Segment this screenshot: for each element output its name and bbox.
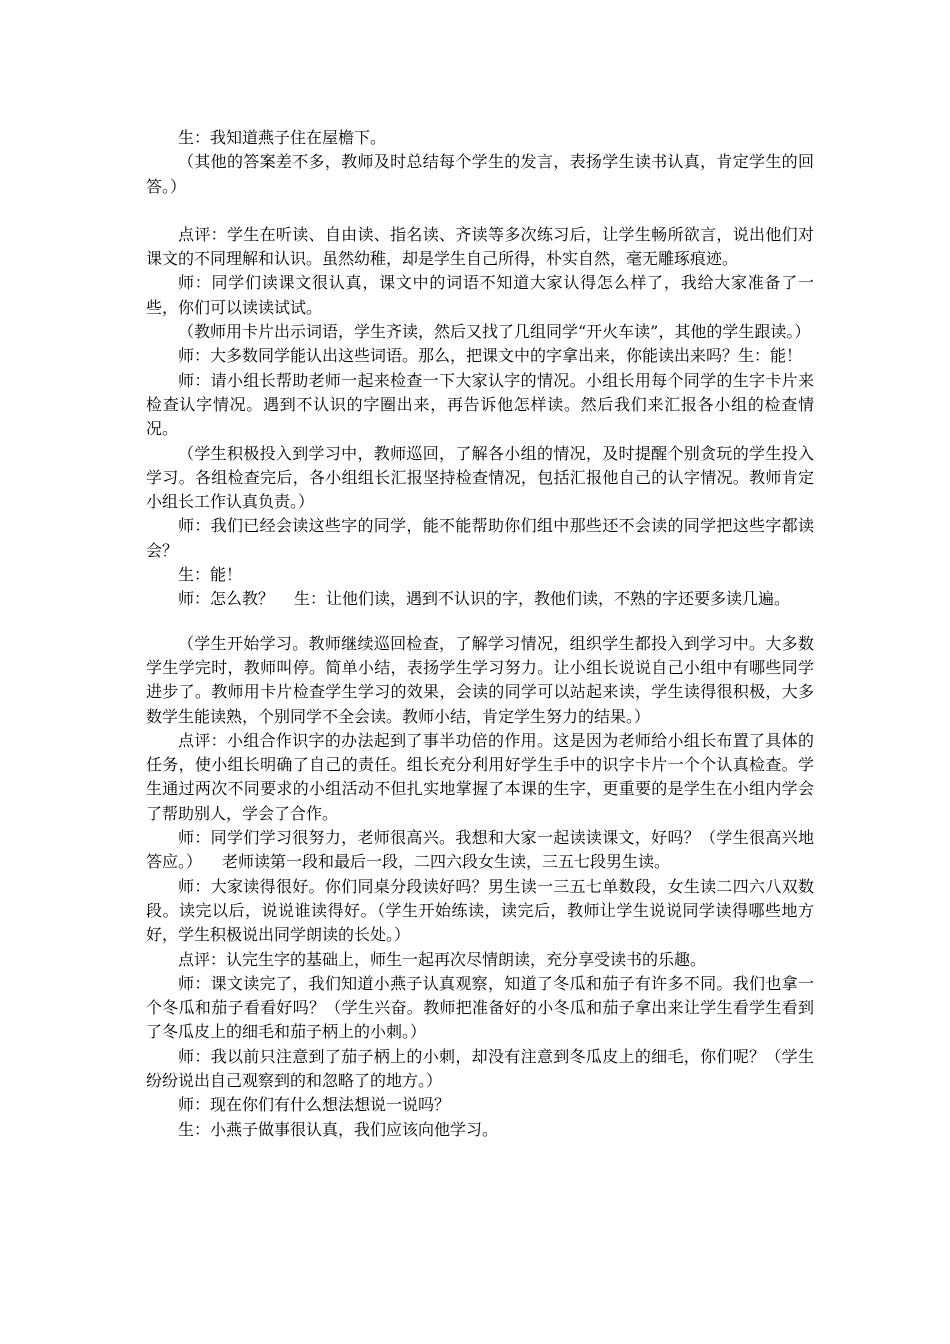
paragraph-student-answer: 生：小燕子做事很认真，我们应该向他学习。 [178,1119,499,1139]
paragraph-comment: 点评：学生在听读、自由读、指名读、齐读等多次练习后，让学生畅所欲言，说出他们对课文的不同理解和认识。虽然幼稚，却是学生自己所得，朴实自然，毫无雕琢痕迹。 [146,224,814,269]
paragraph-activity-note: （学生积极投入到学习中，教师巡回，了解各小组的情况，及时提醒个别贪玩的学生投入学习。各组检查完后，各小组组长汇报坚持检查情况，包括汇报他自己的认字情况。教师肯定小组长工作认真负责。） [146,443,814,512]
paragraph-teacher: 师：同学们读课文很认真，课文中的词语不知道大家认得怎么样了，我给大家准备了一些，你们可以读读试试。 [146,273,814,317]
paragraph-teacher: 师：请小组长帮助老师一起来检查一下大家认字的情况。小组长用每个同学的生字卡片来检查认字情况。遇到不认识的字圈出来，再告诉他怎样读。然后我们来汇报各小组的检查情况。 [146,370,814,439]
paragraph-student-answer: 生：能！ [178,565,243,585]
spacer [146,612,814,632]
paragraph-teacher: 师：大家读得很好。你们同桌分段读好吗？男生读一三五七单数段，女生读二四六八双数段。读完以后，说说谁读得好。（学生开始练读，读完后，教师让学生说说同学读得哪些地方好，学生积极说出同学朗读的长处。） [146,876,814,945]
paragraph-teacher: 师：课文读完了，我们知道小燕子认真观察，知道了冬瓜和茄子有许多不同。我们也拿一个冬瓜和茄子看看好吗？（学生兴奋。教师把准备好的小冬瓜和茄子拿出来让学生看学生看到了冬瓜皮上的细毛和茄子柄上的小刺。） [146,973,814,1042]
student-reply: 生：让他们读，遇到不认识的字，教他们读，不熟的字还要多读几遍。 [294,589,791,609]
paragraph-comment: 点评：小组合作识字的办法起到了事半功倍的作用。这是因为老师给小组长布置了具体的任务，使小组长明确了自己的责任。组长充分利用好学生手中的识字卡片一个个认真检查。学生通过两次不同要求的小组活动不但扎实地掌握了本课的生字，更重要的是学生在小组内学会了帮助别人，学会了合作。 [146,730,814,823]
paragraph-comment: 点评：认完生字的基础上，师生一起再次尽情朗读，充分享受读书的乐趣。 [178,949,707,969]
paragraph-student-answer: 生：我知道燕子住在屋檐下。 [178,128,387,147]
paragraph-teacher: 师：现在你们有什么想法想说一说吗？ [178,1095,451,1115]
reading-arrangement: 老师读第一段和最后一段，二四六段女生读，三五七段男生读。 [222,852,671,872]
paragraph-dialogue [146,587,814,611]
paragraph-teacher [146,826,814,875]
paragraph-teacher: 师：我们已经会读这些字的同学，能不能帮助你们组中那些还不会读的同学把这些字都读会？ [146,516,814,560]
spacer [146,199,814,223]
paragraph-teacher-note: （其他的答案差不多，教师及时总结每个学生的发言，表扬学生读书认真，肯定学生的回答。） [146,152,814,196]
teacher-invitation: 师：同学们学习很努力，老师很高兴。我想和大家一起读读课文，好吗？（学生很高兴地答应。） [146,828,814,872]
teacher-question: 师：怎么教？ [178,589,275,609]
paragraph-teacher: 师：我以前只注意到了茄子柄上的小刺，却没有注意到冬瓜皮上的细毛，你们呢？（学生纷纷说出自己观察到的和忽略了的地方。） [146,1046,814,1090]
paragraph-activity-note: （教师用卡片出示词语，学生齐读，然后又找了几组同学“开火车读”，其他的学生跟读。） [178,322,811,342]
document-body [146,126,814,1142]
paragraph-activity-note: （学生开始学习。教师继续巡回检查，了解学习情况，组织学生都投入到学习中。大多数学生学完时，教师叫停。简单小结，表扬学生学习努力。让小组长说说自己小组中有哪些同学进步了。教师用卡片检查学生学习的效果，会读的同学可以站起来读，学生读得很积极，大多数学生能读熟，个别同学不全会读。教师小结，肯定学生努力的结果。） [146,633,814,726]
paragraph-teacher: 师：大多数同学能认出这些词语。那么，把课文中的字拿出来，你能读出来吗？生：能！ [178,346,803,366]
